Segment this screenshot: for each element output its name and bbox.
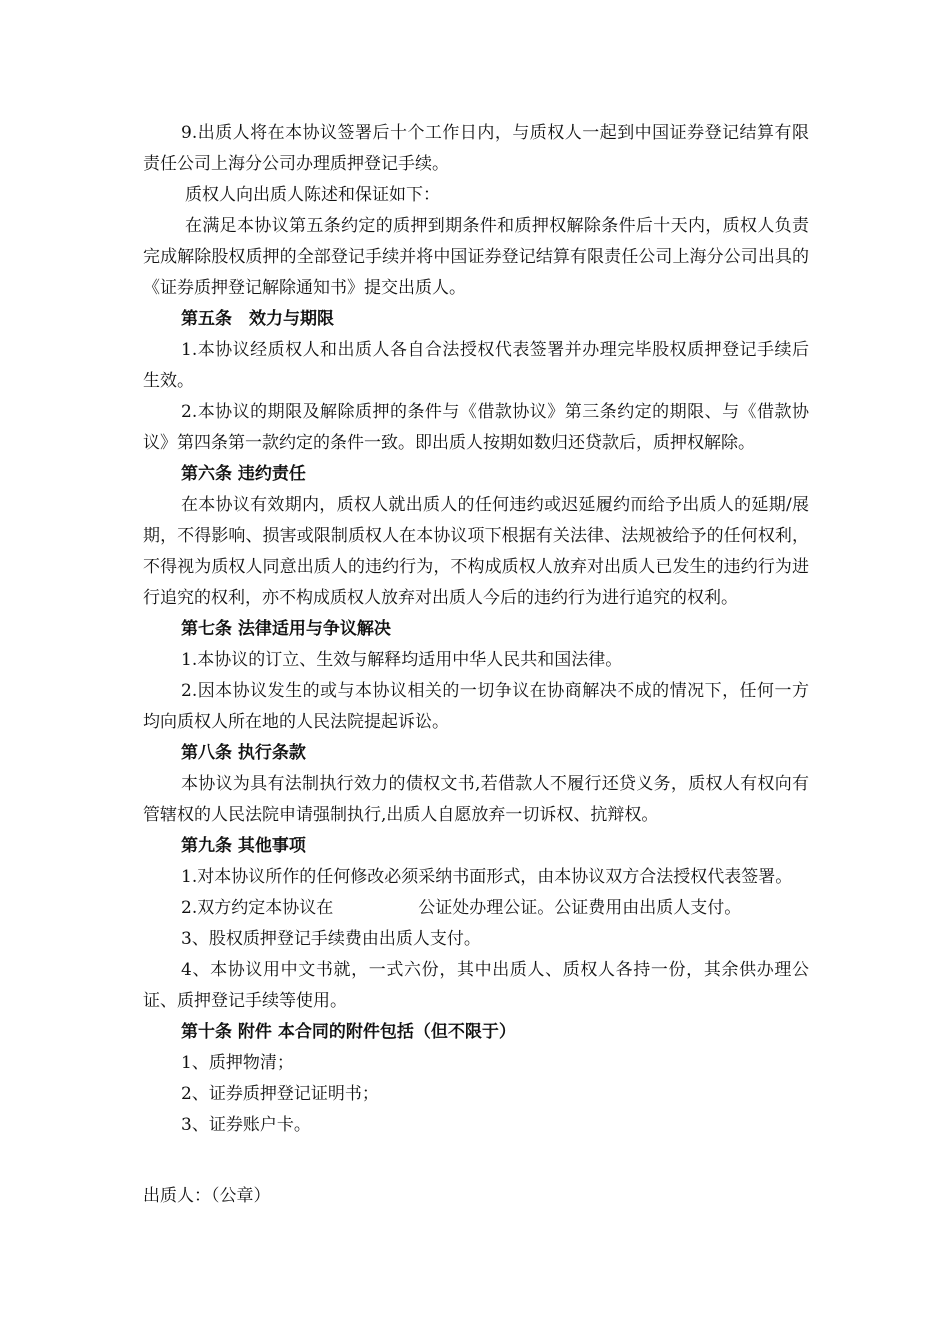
clause7-heading: 第七条 法律适用与争议解决	[181, 619, 391, 639]
pledgor-signature-label: 出质人：（公章）	[143, 1186, 271, 1206]
clause7-item2: 2.因本协议发生的或与本协议相关的一切争议在协商解决不成的情况下，任何一方均向质权人所在地的人民法院提起诉讼。	[143, 681, 809, 732]
clause10-heading: 第十条 附件 本合同的附件包括（但不限于）	[181, 1022, 516, 1042]
clause6-body: 在本协议有效期内，质权人就出质人的任何违约或迟延履约而给予出质人的延期/展期，不得影响、损害或限制质权人在本协议项下根据有关法律、法规被给予的任何权利，不得视为质权人同意出质人的违约行为，不构成质权人放弃对出质人已发生的违约行为进行追究的权利，亦不构成质权人放弃对出质人今后的违约行为进行追究的权利。	[143, 495, 809, 608]
clause8-heading: 第八条 执行条款	[181, 743, 306, 763]
clause7-item1: 1.本协议的订立、生效与解释均适用中华人民共和国法律。	[181, 650, 623, 670]
clause9-item2: 2.双方约定本协议在 公证处办理公证。公证费用由出质人支付。	[181, 898, 742, 918]
clause5-heading: 第五条 效力与期限	[181, 309, 334, 329]
clause6-heading: 第六条 违约责任	[181, 464, 306, 484]
clause9-item3: 3、股权质押登记手续费由出质人支付。	[181, 929, 481, 949]
pledgee-intro: 质权人向出质人陈述和保证如下：	[185, 185, 440, 205]
attachment-item: 3、证券账户卡。	[181, 1115, 311, 1135]
clause4-item9: 9.出质人将在本协议签署后十个工作日内，与质权人一起到中国证券登记结算有限责任公司上海分公司办理质押登记手续。	[143, 123, 809, 174]
clause5-item1: 1.本协议经质权人和出质人各自合法授权代表签署并办理完毕股权质押登记手续后生效。	[143, 340, 809, 391]
clause5-item2: 2.本协议的期限及解除质押的条件与《借款协议》第三条约定的期限、与《借款协议》第四条第一款约定的条件一致。即出质人按期如数归还贷款后，质押权解除。	[143, 402, 809, 453]
pledgee-statement: 在满足本协议第五条约定的质押到期条件和质押权解除条件后十天内，质权人负责完成解除股权质押的全部登记手续并将中国证券登记结算有限责任公司上海分公司出具的《证券质押登记解除通知书》提交出质人。	[143, 216, 809, 298]
clause9-item1: 1.对本协议所作的任何修改必须采纳书面形式，由本协议双方合法授权代表签署。	[181, 867, 793, 887]
attachment-item: 2、证券质押登记证明书；	[181, 1084, 379, 1104]
document-body	[143, 118, 809, 1141]
clause8-body: 本协议为具有法制执行效力的债权文书,若借款人不履行还贷义务，质权人有权向有管辖权的人民法院申请强制执行,出质人自愿放弃一切诉权、抗辩权。	[143, 774, 809, 825]
attachment-item: 1、质押物清；	[181, 1053, 294, 1073]
clause9-heading: 第九条 其他事项	[181, 836, 306, 856]
clause9-item4: 4、本协议用中文书就，一式六份，其中出质人、质权人各持一份，其余供办理公证、质押登记手续等使用。	[143, 960, 809, 1011]
